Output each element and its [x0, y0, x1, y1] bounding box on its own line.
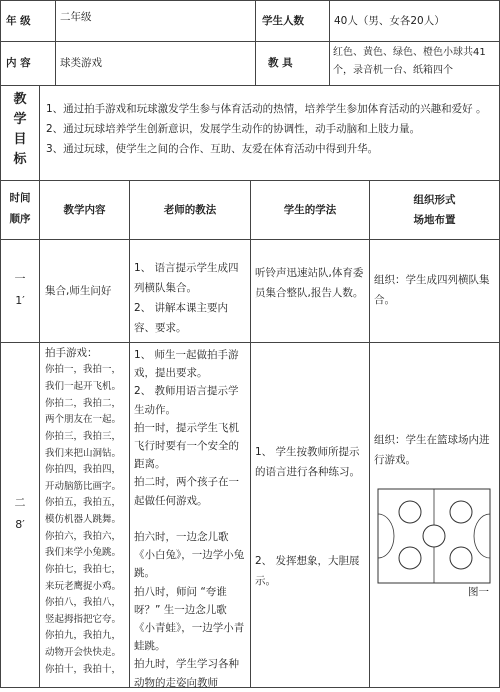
rhyme-line: 你拍五，我拍五， [45, 497, 122, 509]
court-diagram [377, 488, 491, 584]
goals-label-char: 学 [13, 112, 27, 127]
goals-label-char: 目 [13, 132, 27, 147]
goal-item-1: 1、通过拍手游戏和玩球激发学生参与体育活动的热情，培养学生参加体育活动的兴趣和爱好 。 [46, 103, 487, 115]
header-org: 组织形式 场地布置 [413, 194, 456, 226]
s1-student: 听铃声迅速站队,体育委员集合整队,报告人数。 [255, 267, 364, 299]
rhyme-line: 来玩老鹰捉小鸡。 [45, 580, 122, 592]
rhyme-line: 你拍九，我拍九， [45, 630, 122, 642]
rhyme-line: 我们来把山洞钻。 [45, 447, 122, 459]
rhyme-line: 我们来学小兔跳。 [45, 547, 122, 559]
player-circle [399, 501, 421, 523]
s2-student-1: 1、 学生按教师所提示的语言进行各种练习。 [255, 446, 360, 478]
rhyme-line: 竖起拇指把它夸。 [45, 613, 122, 625]
students-value: 40人（男、女各20人） [334, 14, 445, 27]
court-left-arc [378, 514, 394, 558]
rhyme-line: 我们一起开飞机。 [45, 381, 122, 392]
content-label: 内 容 [6, 57, 31, 70]
s1-org: 组织：学生成四列横队集合。 [374, 274, 490, 306]
header-student: 学生的学法 [283, 203, 337, 216]
students-label: 学生人数 [262, 14, 304, 27]
s1-teacher: 1、 语言提示学生成四列横队集合。 2、 讲解本课主要内容、要求。 [134, 262, 239, 334]
equipment-value: 红色、黄色、绿色、橙色小球共41个，录音机一台、纸箱四个 [333, 47, 486, 76]
s2-teacher: 1、 师生一起做拍手游戏，提出要求。 2、 教师用语言提示学生动作。 拍一时，提示学生飞机飞行时要有一个安全的距离。 拍二时，两个孩子在一起做任何游戏。 拍六时，一边念儿歌《小白兔》，一边学小兔跳。 拍八时，师问 “夸谁呀？” 生一边念儿歌《小青蛙》，一边学小青蛙跳。 拍九时，学生学习各种动物的走姿向教师 [134, 349, 245, 689]
goals-list [46, 99, 494, 159]
rhyme-line: 你拍八，我拍八， [45, 597, 122, 609]
rhyme-line: 两个朋友在一起。 [45, 414, 122, 426]
equipment-label: 教 具 [268, 57, 293, 70]
s2-org: 组织：学生在篮球场内进行游戏。 [374, 434, 490, 466]
court-right-arc [474, 514, 490, 558]
s2-student-2: 2、 发挥想象，大胆展示。 [255, 555, 360, 587]
figure-caption: 图一 [468, 586, 489, 598]
grade-label: 年 级 [6, 14, 31, 27]
goals-label [0, 90, 40, 170]
goals-label-char: 教 [13, 92, 27, 107]
s2-student-cell [250, 342, 370, 688]
s2-time: 二 8′ [14, 496, 26, 531]
grade-value: 二年级 [60, 10, 92, 23]
goals-label-char: 标 [13, 152, 27, 167]
rhyme-line: 动物开会快快走。 [45, 647, 122, 658]
s1-content: 集合,师生问好 [45, 284, 112, 297]
goal-item-2: 2、通过玩球培养学生创新意识，发展学生动作的协调性，动手动脑和上肢力量。 [46, 123, 421, 135]
rhyme-line: 你拍四，我拍四， [45, 464, 122, 476]
player-circle [450, 547, 472, 569]
s1-time: 一 1′ [14, 272, 26, 307]
player-circle [399, 547, 421, 569]
rhyme-line: 你拍六，我拍六， [45, 530, 122, 542]
player-circle [450, 501, 472, 523]
rhyme-line: 你拍十，我拍十， [45, 663, 122, 675]
goal-item-3: 3、通过玩球，使学生之间的合作、互助、友爱在体育活动中得到升华。 [46, 143, 379, 155]
content-value: 球类游戏 [60, 57, 102, 70]
rhyme-line: 你拍二，我拍二， [45, 397, 122, 409]
s2-content [45, 344, 129, 678]
rhyme-line: 你拍一，我拍一， [45, 364, 122, 376]
rhyme-line: 你拍三，我拍三， [45, 430, 122, 442]
rhyme-line: 拍手游戏： [45, 347, 98, 359]
header-time: 时间 顺序 [9, 192, 31, 225]
header-content: 教学内容 [63, 203, 106, 216]
rhyme-line: 模仿机器人跳舞。 [45, 514, 122, 525]
rhyme-line: 你拍七，我拍七， [45, 563, 122, 575]
player-circle [423, 525, 445, 547]
header-teacher: 老师的教法 [163, 203, 217, 216]
rhyme-line: 开动脑筋比画字。 [45, 480, 122, 492]
